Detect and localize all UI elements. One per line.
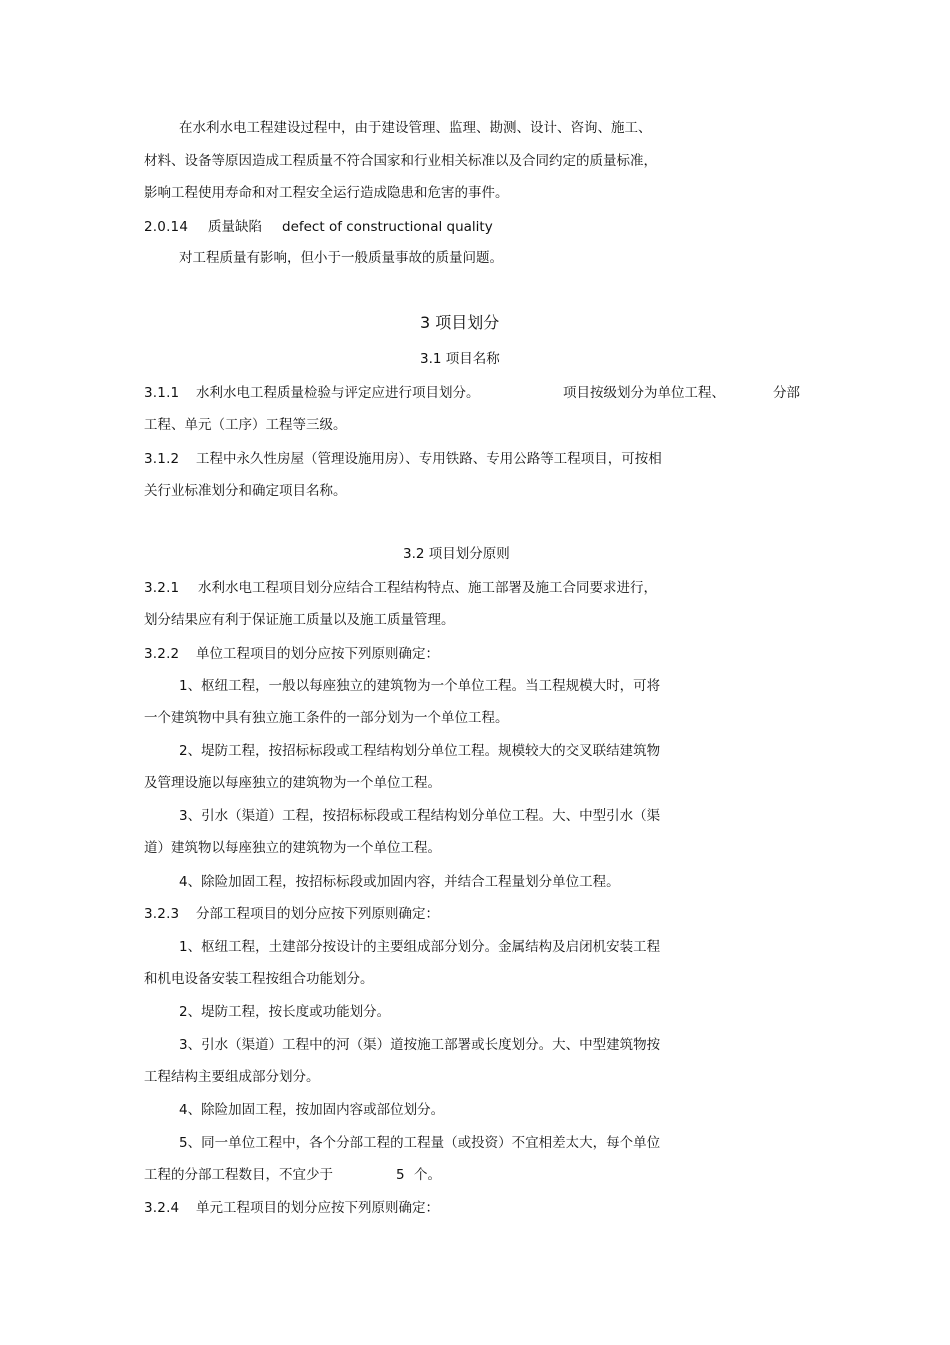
clause-text: 水利水电工程项目划分应结合工程结构特点、施工部署及施工合同要求进行， bbox=[198, 580, 657, 596]
section-title: 3.2 项目划分原则 bbox=[403, 546, 510, 562]
list-item-continuation: 一个建筑物中具有独立施工条件的一部分划为一个单位工程。 bbox=[144, 710, 509, 726]
list-item-continuation: 及管理设施以每座独立的建筑物为一个单位工程。 bbox=[144, 775, 441, 791]
clause-text: 分部工程项目的划分应按下列原则确定： bbox=[196, 906, 439, 922]
chapter-title: 3 项目划分 bbox=[420, 313, 500, 332]
clause-text: 水利水电工程质量检验与评定应进行项目划分。 bbox=[196, 385, 480, 401]
list-item-continuation: 道）建筑物以每座独立的建筑物为一个单位工程。 bbox=[144, 840, 441, 856]
list-item-number: 5 bbox=[396, 1167, 405, 1183]
list-item-continuation: 个。 bbox=[414, 1167, 441, 1183]
clause-number: 3.1.2 bbox=[144, 451, 180, 467]
list-item-continuation: 和机电设备安装工程按组合功能划分。 bbox=[144, 971, 374, 987]
clause-number: 2.0.14 bbox=[144, 219, 189, 235]
clause-text: 单元工程项目的划分应按下列原则确定： bbox=[196, 1200, 439, 1216]
list-item: 1、枢纽工程，土建部分按设计的主要组成部分划分。金属结构及启闭机安装工程 bbox=[179, 939, 661, 955]
term-english: defect of constructional quality bbox=[282, 219, 493, 235]
list-item-continuation: 工程结构主要组成部分划分。 bbox=[144, 1069, 320, 1085]
list-item: 4、除险加固工程，按加固内容或部位划分。 bbox=[179, 1102, 445, 1118]
list-item: 2、堤防工程，按长度或功能划分。 bbox=[179, 1004, 391, 1020]
clause-number: 3.1.1 bbox=[144, 385, 180, 401]
clause-text: 关行业标准划分和确定项目名称。 bbox=[144, 483, 347, 499]
list-item: 3、引水（渠道）工程中的河（渠）道按施工部署或长度划分。大、中型建筑物按 bbox=[179, 1037, 661, 1053]
paragraph-line: 材料、设备等原因造成工程质量不符合国家和行业相关标准以及合同约定的质量标准， bbox=[144, 153, 657, 169]
list-item: 3、引水（渠道）工程，按招标标段或工程结构划分单位工程。大、中型引水（渠 bbox=[179, 808, 661, 824]
term-definition: 对工程质量有影响，但小于一般质量事故的质量问题。 bbox=[179, 250, 503, 266]
clause-text: 项目按级划分为单位工程、 bbox=[563, 385, 725, 401]
list-item: 4、除险加固工程，按招标标段或加固内容，并结合工程量划分单位工程。 bbox=[179, 874, 620, 890]
list-item: 1、枢纽工程，一般以每座独立的建筑物为一个单位工程。当工程规模大时，可将 bbox=[179, 678, 661, 694]
list-item: 5、同一单位工程中，各个分部工程的工程量（或投资）不宜相差太大，每个单位 bbox=[179, 1135, 661, 1151]
clause-text: 划分结果应有利于保证施工质量以及施工质量管理。 bbox=[144, 612, 455, 628]
list-item: 2、堤防工程，按招标标段或工程结构划分单位工程。规模较大的交叉联结建筑物 bbox=[179, 743, 661, 759]
paragraph-line: 在水利水电工程建设过程中，由于建设管理、监理、勘测、设计、咨询、施工、 bbox=[179, 120, 652, 136]
paragraph-line: 影响工程使用寿命和对工程安全运行造成隐患和危害的事件。 bbox=[144, 185, 509, 201]
clause-text: 工程、单元（工序）工程等三级。 bbox=[144, 417, 347, 433]
list-item-continuation: 工程的分部工程数目，不宜少于 bbox=[144, 1167, 333, 1183]
clause-number: 3.2.2 bbox=[144, 646, 180, 662]
clause-text: 工程中永久性房屋（管理设施用房）、专用铁路、专用公路等工程项目，可按相 bbox=[196, 451, 662, 467]
clause-number: 3.2.3 bbox=[144, 906, 180, 922]
clause-text: 分部 bbox=[773, 385, 800, 401]
clause-number: 3.2.4 bbox=[144, 1200, 180, 1216]
clause-text: 单位工程项目的划分应按下列原则确定： bbox=[196, 646, 439, 662]
term-title: 质量缺陷 bbox=[208, 219, 262, 235]
section-title: 3.1 项目名称 bbox=[420, 351, 500, 367]
clause-number: 3.2.1 bbox=[144, 580, 180, 596]
